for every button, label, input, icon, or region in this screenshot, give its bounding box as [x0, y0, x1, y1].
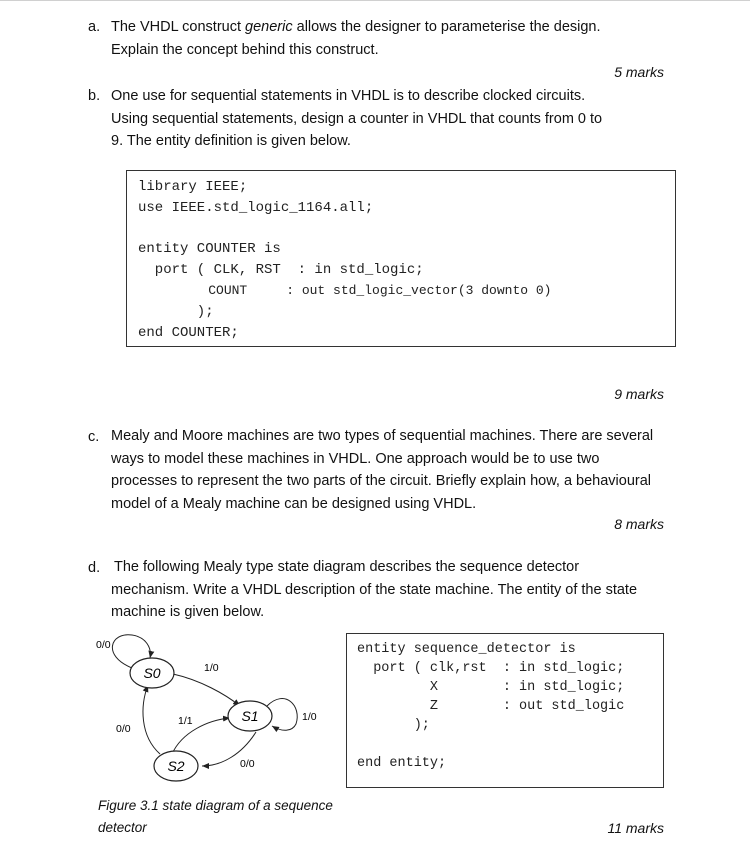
code-line: Z : out std_logic — [357, 699, 625, 714]
state-s0-label: S0 — [143, 665, 161, 681]
code-line: entity COUNTER is — [138, 241, 281, 258]
figure-caption-line-2: detector — [98, 820, 147, 835]
code-line — [357, 735, 624, 754]
code-line: port ( CLK, RST : in std_logic; — [138, 262, 424, 279]
code-line: entity sequence_detector is — [357, 642, 576, 657]
question-c-marks: 8 marks — [614, 516, 664, 532]
s2-to-s0-arrow — [143, 685, 160, 754]
question-a-marks: 5 marks — [614, 64, 664, 80]
code-line: use IEEE.std_logic_1164.all; — [138, 199, 374, 216]
sequence-detector-code — [357, 640, 624, 773]
question-d-marks: 11 marks — [607, 820, 664, 836]
question-c-line-1: Mealy and Moore machines are two types of sequential machines. There are several — [111, 428, 654, 444]
question-b-line-1: One use for sequential statements in VHDL is to describe clocked circuits. — [111, 88, 586, 104]
question-a-line-1 — [111, 16, 601, 39]
question-a-emphasis: generic — [245, 19, 293, 35]
question-b-line-2: Using sequential statements, design a counter in VHDL that counts from 0 to — [111, 110, 603, 127]
question-d-text — [111, 556, 637, 624]
code-line: COUNT : out std_logic_vector(3 downto 0) — [138, 282, 552, 298]
code-line: X : in std_logic; — [357, 680, 625, 695]
question-d-line-3: machine is given below. — [111, 604, 265, 620]
question-a-line-1-start: The VHDL construct — [111, 19, 246, 35]
question-c-text — [111, 425, 653, 515]
state-s2-label: S2 — [167, 758, 185, 774]
question-b-text — [111, 85, 602, 153]
code-line — [138, 219, 551, 240]
question-d-line-1: The following Mealy type state diagram describes the sequence detector — [114, 559, 580, 575]
label-s0-self: 0/0 — [96, 639, 111, 651]
code-line: end entity; — [357, 756, 447, 771]
question-a-line-2: Explain the concept behind this construct. — [111, 41, 379, 58]
code-line: ); — [138, 303, 214, 320]
question-c-line-3: processes to represent the two parts of the circuit. Briefly explain how, a behavioural — [111, 473, 652, 489]
question-d-line-2: mechanism. Write a VHDL description of the state machine. The entity of the state — [111, 581, 638, 598]
s0-to-s1-arrow — [173, 674, 240, 706]
figure-caption-line-1: Figure 3.1 state diagram of a sequence — [98, 798, 333, 813]
question-d-label: d. — [88, 560, 101, 576]
figure-caption — [98, 795, 333, 839]
question-b-label: b. — [88, 88, 101, 104]
code-line: ); — [357, 718, 430, 733]
state-s1-label: S1 — [241, 708, 259, 724]
label-s2-to-s1: 1/1 — [178, 715, 193, 727]
state-diagram — [90, 628, 340, 793]
page-top-border — [0, 0, 750, 1]
label-s1-to-s2: 0/0 — [240, 758, 255, 770]
question-c-line-4: model of a Mealy machine can be designed using VHDL. — [111, 495, 477, 512]
counter-entity-code — [138, 177, 551, 343]
question-c-line-2: ways to model these machines in VHDL. One approach would be to use two — [111, 450, 600, 467]
label-s1-self: 1/0 — [302, 711, 317, 723]
code-line: end COUNTER; — [138, 324, 239, 341]
question-b-marks: 9 marks — [614, 386, 664, 402]
code-line: port ( clk,rst : in std_logic; — [357, 661, 625, 676]
question-c-label: c. — [88, 429, 100, 445]
code-line: library IEEE; — [138, 179, 248, 195]
question-a-line-1-end: allows the designer to parameterise the design. — [292, 19, 601, 35]
question-a-text — [111, 16, 601, 61]
question-b-line-3: 9. The entity definition is given below. — [111, 133, 351, 149]
question-a-label: a. — [88, 19, 101, 35]
label-s0-to-s1: 1/0 — [204, 662, 219, 674]
label-s2-to-s0: 0/0 — [116, 723, 131, 735]
